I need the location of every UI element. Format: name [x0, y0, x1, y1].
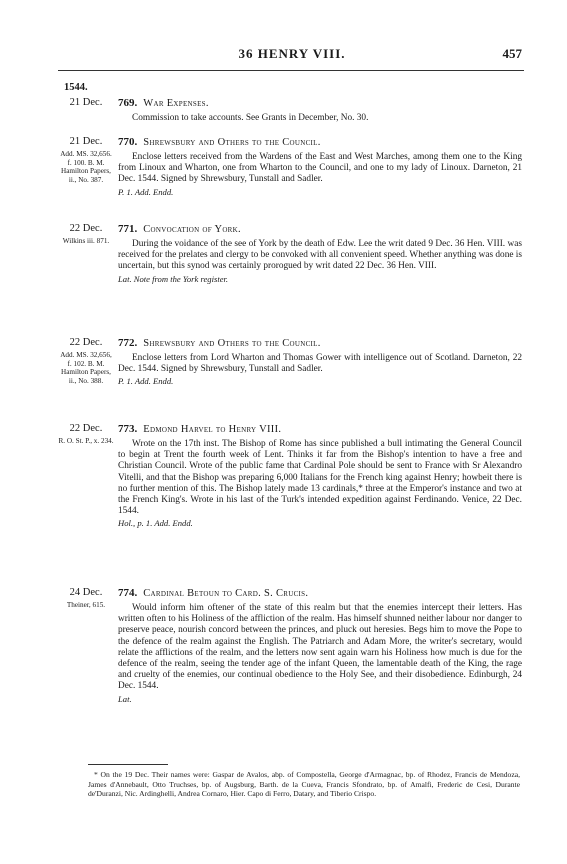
entry-date: 22 Dec.: [69, 223, 103, 234]
entry-date: 22 Dec.: [69, 423, 103, 434]
entry-body: [118, 135, 522, 198]
entry-date: 24 Dec.: [69, 587, 103, 598]
entry-heading: [118, 336, 522, 351]
entry-body: [118, 422, 522, 529]
entry-number: 770.: [118, 136, 138, 148]
entry-text: During the voidance of the see of York by the death of Edw. Lee the writ dated 9 Dec. 36 Hen. VIII. was received for the prelates and clergy to be convoked with all convenient speed. Whether anything was done is uncertain, but this synod was certainly prorogued by writ dated 22 Dec. 36 Hen. VIII.: [118, 239, 522, 272]
entry-title: Edmond Harvel to Henry VIII.: [143, 424, 282, 435]
entry-number: 769.: [118, 97, 138, 109]
entry-source: P. 1. Add. Endd.: [118, 376, 174, 387]
entry-reference: R. O. St. P., x. 234.: [58, 437, 114, 445]
entry-date: 21 Dec.: [69, 136, 103, 147]
entry-number: 774.: [118, 587, 138, 599]
entry-body: [118, 586, 522, 705]
entry-reference: Add. MS. 32,656, f. 102. B. M. Hamilton Papers, ii., No. 388.: [60, 351, 112, 385]
entry-date: 22 Dec.: [69, 337, 103, 348]
entry-margin: [58, 336, 114, 385]
entry-margin: [58, 422, 114, 446]
entry-body: [118, 336, 522, 387]
header-rule: [58, 70, 524, 71]
entry-body: [118, 96, 522, 124]
entry-title: War Expenses.: [143, 98, 209, 109]
entry-title: Convocation of York.: [143, 224, 241, 235]
entry-source: Lat.: [118, 693, 132, 704]
entry-text: Enclose letters from Lord Wharton and Thomas Gower with intelligence out of Scotland. Darneton, 22 Dec. 1544. Signed by Shrewsbury, Tunstall and Sadler.: [118, 353, 522, 375]
entry-body: [118, 222, 522, 285]
entry-title: Shrewsbury and Others to the Council.: [143, 137, 321, 148]
entry-source: P. 1. Add. Endd.: [118, 186, 174, 197]
page-header: [62, 46, 522, 62]
entry-source: Lat. Note from the York register.: [118, 273, 229, 284]
entry-title: Cardinal Betoun to Card. S. Crucis.: [143, 588, 309, 599]
entry-heading: [118, 222, 522, 237]
footnote-rule: [88, 764, 168, 765]
entry-text: Wrote on the 17th inst. The Bishop of Rome has since published a bull intimating the General Council to begin at Trent the fourth week of Lent. Thinks it far from the Bishop's intention to have a free and Christian Council. Wrote of the public fame that Cardinal Pole should be sent to France with Sr Alexandro Vitelli, and that the Bishop was preparing 6,000 Italians for the French king against Henry; howbeit there is no further mention of this. The Bishop lately made 13 cardinals,* three at the Emperor's instance and two at the French King's. Wrote in his last of the Turk's intended expedition against Ferdinando. Venice, 22 Dec. 1544.: [118, 439, 522, 517]
entry-number: 771.: [118, 223, 138, 235]
entry-reference: Wilkins iii. 871.: [62, 237, 110, 245]
entry-margin: [58, 96, 114, 109]
entry-text: Would inform him oftener of the state of this realm but that the enemies intercept their letters. Has written often to his Holiness of the affliction of the realm. Has himself shunned neither labour nor danger to preserve peace, nourish concord between the princes, and pluck out heresies. Begs him to move the Pope to the defence of the realm against the English. The Patriarch and Adam More, the writer's secretary, would relate the afflictions of the realm, and the letters now sent again warn his Holiness how much is due for the defence of the realm, seeing the tender age of the infant Queen, the lamentable death of the King, the rage and cruelty of the enemies, our continual obedience to the Holy See, and their disobedience. Edinburgh, 24 Dec. 1544.: [118, 603, 522, 692]
entry-heading: [118, 96, 522, 111]
entry-text: Commission to take accounts. See Grants in December, No. 30.: [132, 113, 369, 123]
entry-title: Shrewsbury and Others to the Council.: [143, 338, 321, 349]
entry-heading: [118, 135, 522, 150]
entry-number: 773.: [118, 423, 138, 435]
page-number: 457: [502, 46, 522, 61]
entry-source: Hol., p. 1. Add. Endd.: [118, 518, 193, 529]
entry-heading: [118, 422, 522, 437]
running-title: 36 HENRY VIII.: [238, 46, 346, 61]
entry-text: Enclose letters received from the Wardens of the East and West Marches, among them one to the King from Linoux and Wharton, one from Wharton to the Council, and one to my lady of Linoux. Darneton, 21 Dec. 1544. Signed by Shrewsbury, Tunstall and Sadler.: [118, 152, 522, 185]
entry-heading: [118, 586, 522, 601]
entry-margin: [58, 586, 114, 610]
entry-margin: [58, 135, 114, 184]
entry-margin: [58, 222, 114, 246]
year-label: 1544.: [64, 82, 88, 93]
footnote: * On the 19 Dec. Their names were: Gaspar de Avalos, abp. of Compostella, George d'Armagnac, bp. of Rhodez, Francis de Mendoza, James d'Annebault, Otto Truchses, bp. of Augsburg, Barth. de la Cueva, Francis Sfondrato, bp. of Amalfi, Frederic de Cesi, Durante de'Duranzi, Nic. Ardinghelli, Andrea Cornaro, Hier. Capo di Ferro, Datary, and Tiberio Crispo.: [88, 770, 520, 798]
entry-reference: Add. MS. 32,656. f. 100. B. M. Hamilton Papers, ii., No. 387.: [60, 150, 112, 184]
entry-number: 772.: [118, 337, 138, 349]
entry-date: 21 Dec.: [69, 97, 103, 108]
entry-reference: Theiner, 615.: [66, 601, 106, 609]
